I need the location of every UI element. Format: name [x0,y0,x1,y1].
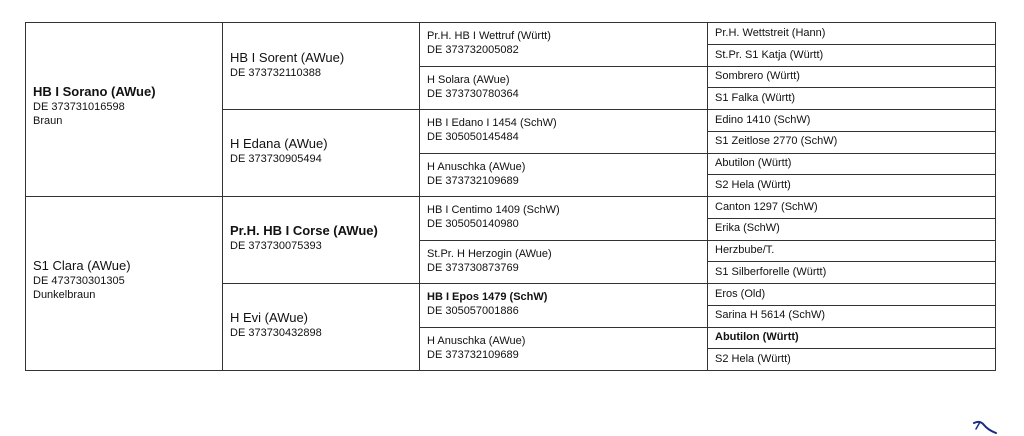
great-grandparent-cell [427,116,557,144]
registration-number: DE 373730905494 [230,153,322,165]
horse-name: S1 Clara (AWue) [33,258,131,273]
great-grandparent-cell [427,29,551,57]
ancestor-cell [715,287,765,301]
row-divider [707,87,995,88]
horse-name: Pr.H. HB I Corse (AWue) [230,223,378,238]
great-grandparent-cell [427,290,547,318]
ancestor-cell [715,26,825,40]
registration-number: DE 305050145484 [427,131,519,143]
table-border-bottom [25,370,996,371]
horse-name: HB I Sorano (AWue) [33,84,156,99]
registration-number: DE 305057001886 [427,305,519,317]
ancestor-cell [715,178,791,192]
registration-number: DE 373732109689 [427,349,519,361]
horse-name: HB I Centimo 1409 (SchW) [427,204,560,216]
row-divider [419,153,995,154]
grandparent-cell [230,222,378,253]
pen-mark-icon [972,420,998,436]
horse-name: H Anuschka (AWue) [427,161,526,173]
ancestor-cell [715,330,799,344]
horse-name: Erika (SchW) [715,222,780,234]
horse-name: S1 Silberforelle (Württ) [715,266,827,278]
horse-name: HB I Sorent (AWue) [230,50,345,65]
horse-name: S1 Falka (Württ) [715,92,796,104]
ancestor-cell [715,156,791,170]
ancestor-cell [715,352,791,366]
ancestor-cell [715,265,826,279]
table-border-right [995,22,996,371]
horse-name: H Edana (AWue) [230,136,328,151]
horse-name: HB I Epos 1479 (SchW) [427,291,548,303]
horse-name: H Solara (AWue) [427,74,510,86]
ancestor-cell [715,69,800,83]
grandparent-cell [230,135,328,166]
horse-name: St.Pr. S1 Katja (Württ) [715,49,824,61]
registration-number: DE 373730075393 [230,240,322,252]
horse-name: HB I Edano I 1454 (SchW) [427,117,557,129]
horse-name: H Evi (AWue) [230,310,309,325]
great-grandparent-cell [427,247,552,275]
row-divider [419,66,995,67]
row-divider [707,261,995,262]
row-divider [707,218,995,219]
horse-name: Sarina H 5614 (SchW) [715,309,826,321]
horse-name: Pr.H. HB I Wettruf (Württ) [427,30,551,42]
horse-name: S2 Hela (Württ) [715,179,791,191]
grandparent-cell [230,49,344,80]
great-grandparent-cell [427,334,525,362]
horse-name: Edino 1410 (SchW) [715,114,811,126]
horse-name: Eros (Old) [715,288,766,300]
registration-number: DE 373731016598 [33,101,125,113]
row-divider [707,305,995,306]
registration-number: DE 373730432898 [230,327,322,339]
dam-cell [33,258,131,302]
registration-number: DE 373732110388 [230,67,321,79]
grandparent-cell [230,309,322,340]
coat-color: Dunkelbraun [33,289,96,301]
horse-name: Sombrero (Württ) [715,70,800,82]
row-divider [419,327,995,328]
registration-number: DE 373730780364 [427,88,519,100]
registration-number: DE 373732109689 [427,175,519,187]
great-grandparent-cell [427,160,525,188]
horse-name: Herzbube/T. [715,244,775,256]
horse-name: Pr.H. Wettstreit (Hann) [715,27,826,39]
registration-number: DE 373730873769 [427,262,519,274]
ancestor-cell [715,308,825,322]
ancestor-cell [715,221,780,235]
coat-color: Braun [33,115,63,127]
horse-name: S2 Hela (Württ) [715,353,791,365]
row-divider [222,283,995,284]
ancestor-cell [715,48,823,62]
ancestor-cell [715,113,810,127]
great-grandparent-cell [427,203,560,231]
sire-cell [33,84,156,128]
row-divider [222,109,995,110]
row-divider [707,174,995,175]
table-border-top [25,22,996,23]
registration-number: DE 473730301305 [33,275,125,287]
horse-name: Canton 1297 (SchW) [715,201,818,213]
horse-name: H Anuschka (AWue) [427,335,526,347]
ancestor-cell [715,91,795,105]
horse-name: St.Pr. H Herzogin (AWue) [427,248,552,260]
row-divider [707,348,995,349]
row-divider [707,44,995,45]
ancestor-cell [715,134,837,148]
horse-name: Abutilon (Württ) [715,331,799,343]
registration-number: DE 305050140980 [427,218,519,230]
row-divider [707,131,995,132]
registration-number: DE 373732005082 [427,44,519,56]
ancestor-cell [715,243,774,257]
horse-name: Abutilon (Württ) [715,157,792,169]
row-divider [25,196,995,197]
horse-name: S1 Zeitlose 2770 (SchW) [715,135,838,147]
ancestor-cell [715,200,818,214]
great-grandparent-cell [427,73,519,101]
row-divider [419,240,995,241]
